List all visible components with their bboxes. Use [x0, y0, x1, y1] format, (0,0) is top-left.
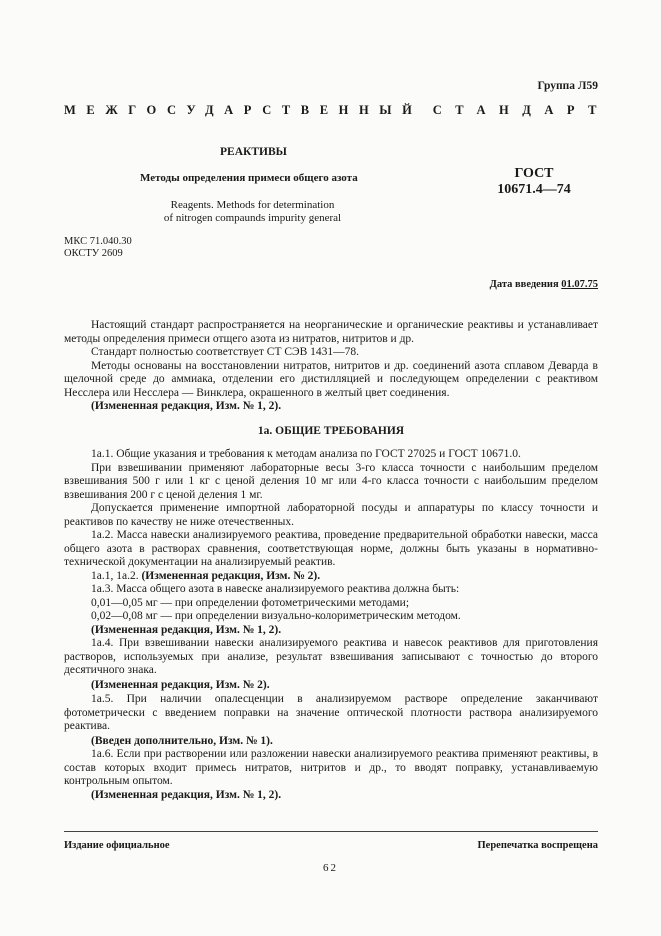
- amendment-note: (Измененная редакция, Изм. № 1, 2).: [91, 623, 282, 636]
- amendment-note: (Измененная редакция, Изм. № 1, 2).: [91, 400, 282, 412]
- classification-codes: [64, 236, 132, 260]
- body-paragraph: Стандарт полностью соответствует СТ СЭВ 1431—78.: [91, 346, 360, 358]
- standard-banner: [64, 103, 610, 118]
- amendment-note: (Измененная редакция, Изм. № 2).: [141, 569, 321, 582]
- introduction-date-value: 01.07.75: [561, 279, 598, 290]
- clause-refs: 1а.1, 1а.2.: [91, 569, 142, 582]
- footer-divider: [64, 831, 598, 832]
- official-edition: Издание официальное: [64, 840, 170, 851]
- body-paragraph: 1а.3. Масса общего азота в навеске анализируемого реактива должна быть:: [91, 583, 460, 595]
- introduction-date: [490, 279, 598, 290]
- body-paragraph: 0,01—0,05 мг — при определении фотометрическими методами;: [91, 596, 410, 609]
- english-title: [120, 199, 385, 225]
- body-paragraph: 1а.5. При наличии опалесценции в анализируемом растворе определение заканчивают фотометрически с введением поправки на значение оптической плотности раствора анализируемого реактива.: [64, 693, 598, 732]
- okstu-code: ОКСТУ 2609: [64, 248, 123, 259]
- body-paragraph: 1а.1. Общие указания и требования к методам анализа по ГОСТ 27025 и ГОСТ 10671.0.: [91, 448, 521, 460]
- english-title-line1: Reagents. Methods for determination: [170, 199, 335, 211]
- body-paragraph: 1а.2. Масса навески анализируемого реактива, проведение предварительной обработки навески, масса общего азота в растворах сравнения, соответствующая норме, должны быть указаны в нормативно-технической документации на анализируемый реактив.: [64, 529, 598, 568]
- amendment-note: (Введен дополнительно, Изм. № 1).: [91, 734, 273, 747]
- reprint-prohibited: Перепечатка воспрещена: [477, 840, 598, 851]
- amendment-note: (Измененная редакция, Изм. № 2).: [91, 678, 270, 691]
- body-paragraph: 0,02—0,08 мг — при определении визуально-колориметрическим методом.: [91, 610, 461, 622]
- document-body: [64, 319, 598, 802]
- body-paragraph: При взвешивании применяют лабораторные весы 3-го класса точности с наибольшим пределом взвешивания 500 г или 1 кг с ценой деления 10 мг или 4-го класса точности с наибольшим пределом взвешивания 200 г с ценой деления 1 мг.: [64, 461, 598, 501]
- amendment-note: (Измененная редакция, Изм. № 1, 2).: [91, 788, 282, 801]
- document-title: РЕАКТИВЫ: [220, 146, 287, 158]
- document-subtitle: Методы определения примеси общего азота: [140, 172, 358, 184]
- body-paragraph: 1а.6. Если при растворении или разложении навески анализируемого реактива применяют реактивы, в состав которых входит примесь нитратов, нитритов и др., то вводят поправку, устанавливаемую контрольным опытом.: [64, 748, 598, 787]
- gost-designation: [470, 166, 598, 198]
- body-paragraph: Допускается применение импортной лабораторной посуды и аппаратуры по классу точности и реактивов по качеству не ниже отечественных.: [64, 502, 598, 528]
- page-number: 62: [323, 862, 338, 874]
- classification-group: Группа Л59: [537, 80, 598, 92]
- banner-interstate: МЕЖГОСУДАРСТВЕННЫЙ: [64, 103, 423, 117]
- gost-number: 10671.4—74: [497, 182, 571, 197]
- introduction-date-label: Дата введения: [489, 279, 562, 290]
- body-paragraph: Методы основаны на восстановлении нитратов, нитритов и др. соединений азота сплавом Деварда в щелочной среде до аммиака, отделении его дистилляцией и последующем определении с реактивом Несслера или Несслера — Винклера, окрашенного в желтый цвет соединения.: [64, 359, 598, 399]
- body-paragraph: 1а.4. При взвешивании навески анализируемого реактива и навесок реактивов для приготовления растворов, используемых при анализе, результат взвешивания записывают с точностью до второго десятичного знака.: [64, 637, 598, 676]
- gost-label: ГОСТ: [514, 166, 554, 181]
- mks-code: МКС 71.040.30: [64, 236, 132, 247]
- body-paragraph: [64, 570, 598, 584]
- section-heading: 1а. ОБЩИЕ ТРЕБОВАНИЯ: [257, 424, 405, 437]
- body-paragraph: Настоящий стандарт распространяется на неорганические и органические реактивы и устанавливает методы определения примеси отщего азота из нитратов, нитритов и др.: [64, 319, 598, 345]
- english-title-line2: of nitrogen compaunds impurity general: [163, 212, 342, 224]
- banner-standard: СТАНДАРТ: [432, 103, 610, 117]
